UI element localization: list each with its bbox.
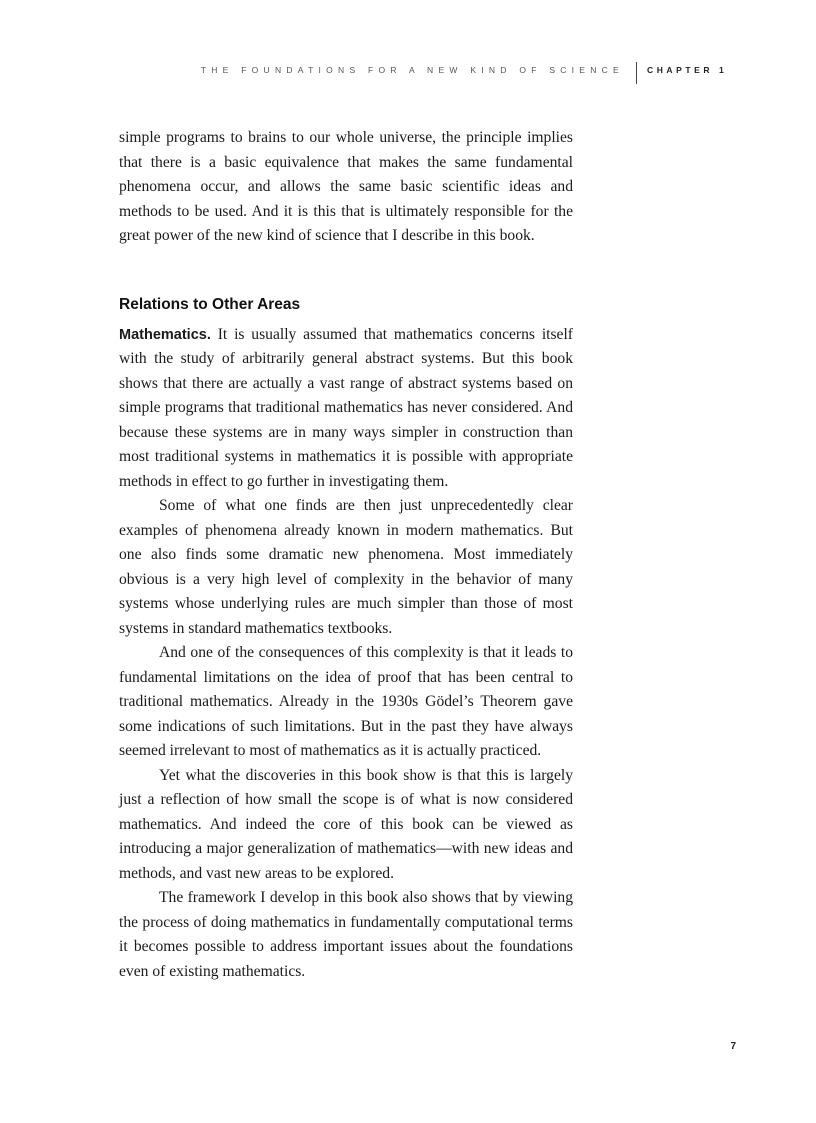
running-head-chapter: CHAPTER 1 — [647, 65, 728, 75]
mathematics-run-in-heading: Mathematics. — [119, 326, 211, 343]
body-paragraph: Some of what one finds are then just unprecedentedly clear examples of phenomena already known in modern mathematics. But one also finds some dramatic new phenomena. Most immediately obvious is a very high level of complexity in the behavior of many systems whose underlying rules are much simpler than those of most systems in standard mathematics textbooks. — [119, 497, 573, 637]
body-paragraph: The framework I develop in this book also shows that by viewing the process of doing mathematics in fundamentally computational terms it becomes possible to address important issues about the foundations even of existing mathematics. — [119, 889, 573, 980]
body-paragraph: Yet what the discoveries in this book show is that this is largely just a reflection of how small the scope is of what is now considered mathematics. And indeed the core of this book can be viewed as introducing a major generalization of mathematics—with new ideas and methods, and vast new areas to be explored. — [119, 766, 573, 882]
intro-paragraph: simple programs to brains to our whole universe, the principle implies that there is a basic equivalence that makes the same fundamental phenomena occur, and allows the same basic scientific ideas and methods to be used. And it is this that is ultimately responsible for the great power of the new kind of science that I describe in this book. — [119, 129, 573, 244]
body-paragraph: And one of the consequences of this complexity is that it leads to fundamental limitations on the idea of proof that has been central to traditional mathematics. Already in the 1930s Gödel’s Theorem gave some indications of such limitations. But in the past they have always seemed irrelevant to most of mathematics as it is actually practiced. — [119, 644, 573, 759]
running-head-book-title: THE FOUNDATIONS FOR A NEW KIND OF SCIENCE — [200, 65, 624, 75]
page-number: 7 — [730, 1041, 736, 1052]
section-heading: Relations to Other Areas — [119, 295, 301, 313]
page-body — [119, 126, 573, 984]
mathematics-paragraph — [119, 323, 573, 495]
mathematics-paragraph-text: It is usually assumed that mathematics concerns itself with the study of arbitrarily general abstract systems. But this book shows that there are actually a vast range of abstract systems based on simple programs that traditional mathematics has never considered. And because these systems are in many ways simpler in construction than most traditional systems in mathematics it is possible with appropriate methods in effect to go further in investigating them. — [119, 325, 574, 490]
running-head — [200, 62, 737, 84]
running-head-divider — [636, 62, 637, 84]
